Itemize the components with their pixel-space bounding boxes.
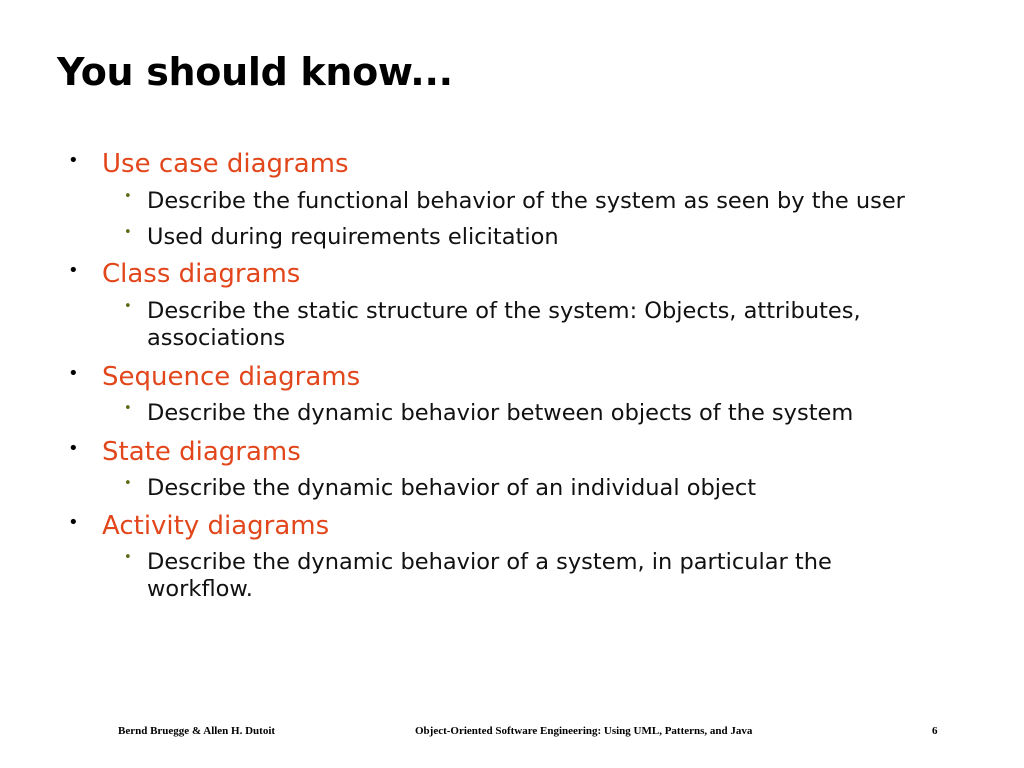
topic-label: State diagrams (102, 437, 301, 467)
topic-description: Describe the functional behavior of the system as seen by the user (147, 188, 905, 214)
bullet-icon: • (68, 363, 79, 384)
footer-book-title: Object-Oriented Software Engineering: Using UML, Patterns, and Java (415, 725, 753, 737)
sub-bullet-icon: • (124, 476, 132, 491)
sub-bullet-icon: • (124, 299, 132, 314)
topic-label: Use case diagrams (102, 149, 349, 179)
topic-description: Describe the dynamic behavior between objects of the system (147, 400, 854, 426)
bullet-icon: • (68, 512, 79, 533)
topic-description: Describe the dynamic behavior of a system, in particular the workflow. (147, 549, 832, 602)
bullet-icon: • (68, 260, 79, 281)
slide-title: You should know... (57, 50, 453, 94)
page-number: 6 (932, 725, 938, 737)
sub-bullet-icon: • (124, 225, 132, 240)
topic-description: Used during requirements elicitation (147, 224, 559, 250)
sub-bullet-icon: • (124, 550, 132, 565)
footer-authors: Bernd Bruegge & Allen H. Dutoit (118, 725, 276, 737)
topic-label: Activity diagrams (102, 511, 330, 541)
bullet-icon: • (68, 438, 79, 459)
sub-bullet-icon: • (124, 189, 132, 204)
topic-description: Describe the dynamic behavior of an individual object (147, 475, 757, 501)
topic-label: Sequence diagrams (102, 362, 361, 392)
bullet-icon: • (68, 150, 79, 171)
topic-description: Describe the static structure of the system: Objects, attributes, associations (147, 298, 861, 351)
topic-label: Class diagrams (102, 259, 301, 289)
sub-bullet-icon: • (124, 401, 132, 416)
